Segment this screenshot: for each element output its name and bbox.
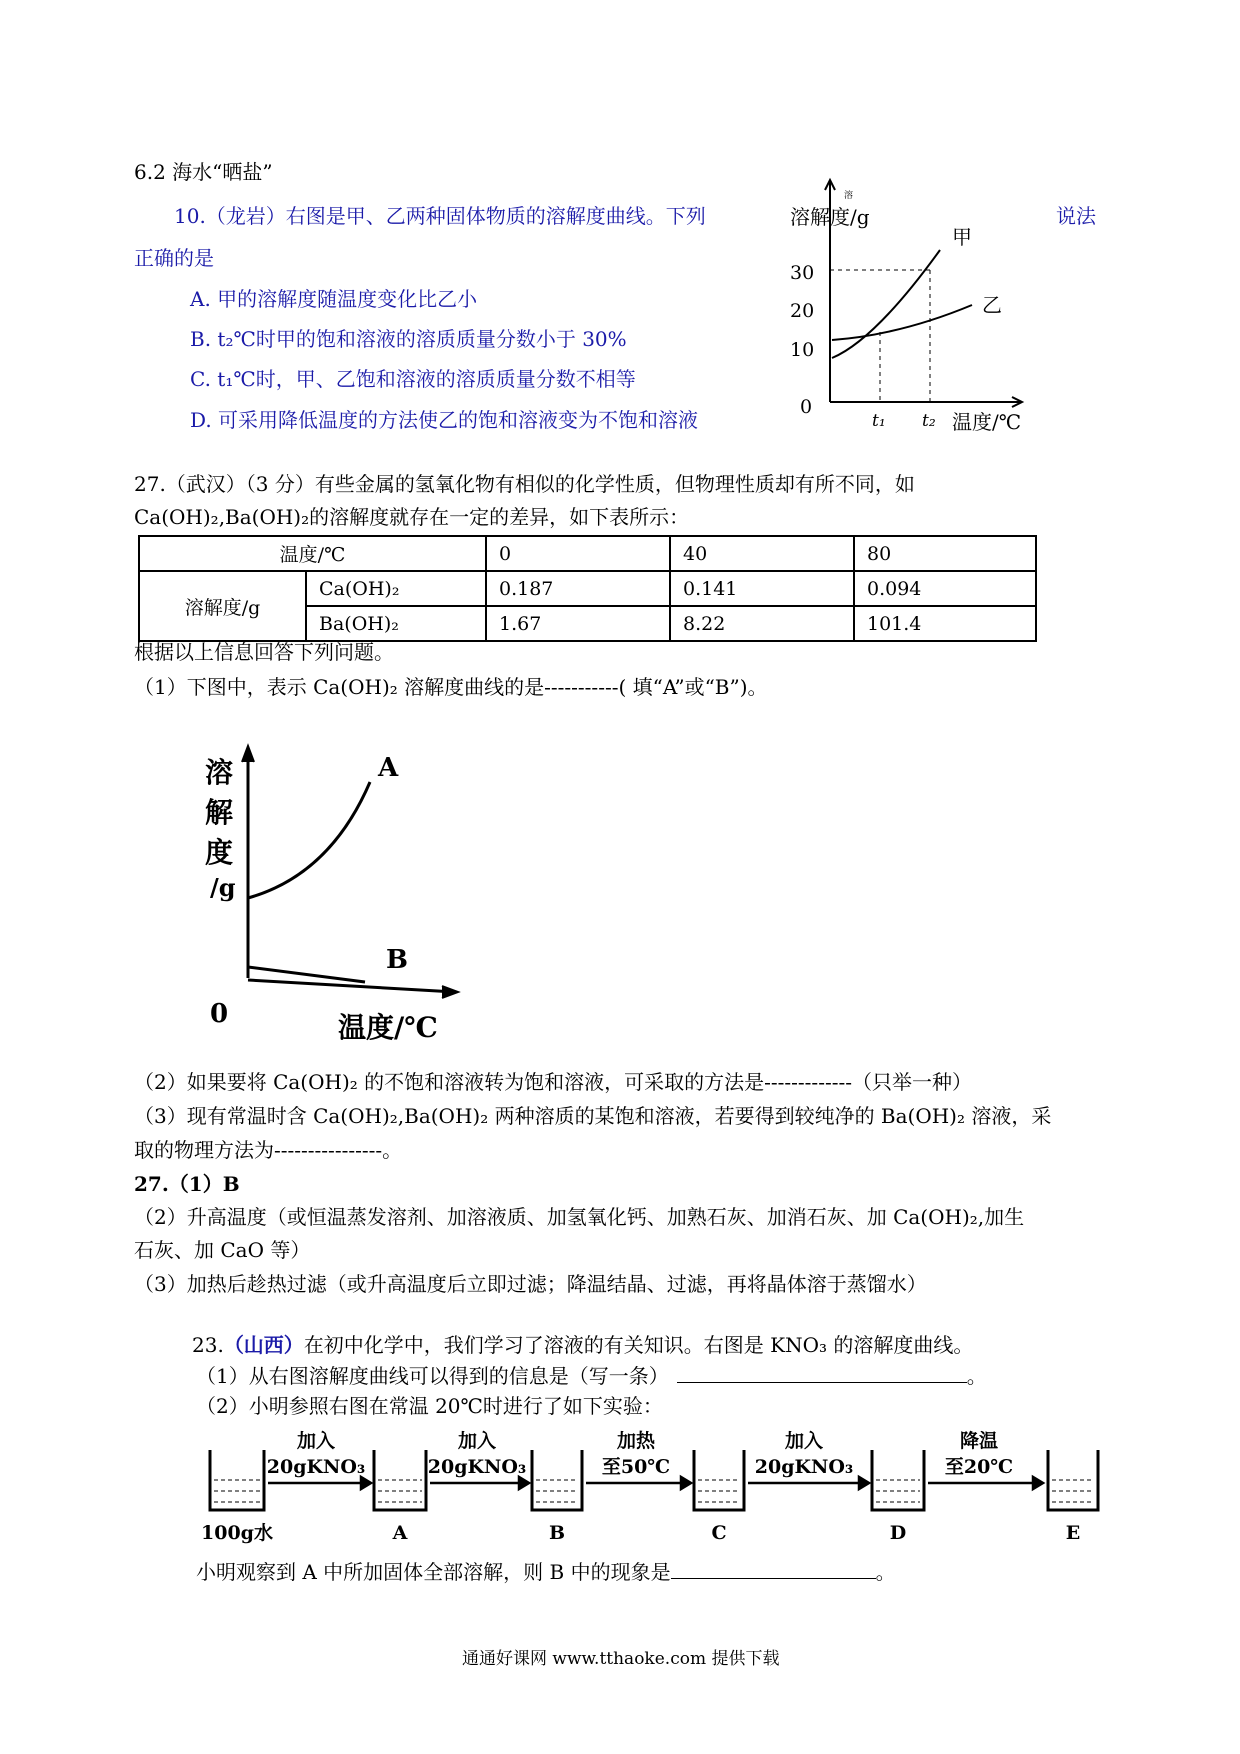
section-title: 6.2 海水“晒盐” [134, 160, 273, 184]
step-5-action: 降温 [959, 1430, 999, 1452]
beaker-a [374, 1450, 426, 1510]
beaker-label-water: 100g水 [201, 1522, 273, 1544]
beaker-label-b: B [548, 1522, 566, 1544]
ytick-10: 10 [790, 339, 815, 361]
step-2-action: 加入 [457, 1430, 497, 1452]
q27-sub2: （2）如果要将 Ca(OH)₂ 的不饱和溶液转为饱和溶液，可采取的方法是-------------（只举一种） [134, 1070, 972, 1094]
step-3-action: 加热 [616, 1430, 656, 1452]
q27-answer-title: 27.（1）B [134, 1172, 240, 1196]
q10-option-c: C. t₁℃时，甲、乙饱和溶液的溶质质量分数不相等 [190, 367, 636, 391]
xtick-t2: t₂ [922, 411, 936, 431]
q27-after-table: 根据以上信息回答下列问题。 [134, 640, 394, 664]
beaker-label-c: C [711, 1522, 727, 1544]
table-temp-0: 0 [486, 536, 670, 571]
q27-intro-line1: 27.（武汉）（3 分）有些金属的氢氧化物有相似的化学性质，但物理性质却有所不同，如 [134, 472, 915, 496]
beaker-label-e: E [1065, 1522, 1081, 1544]
series-yi: 乙 [982, 293, 1002, 317]
q10-option-b: B. t₂℃时甲的饱和溶液的溶质质量分数小于 30% [190, 327, 627, 351]
beaker-e [1048, 1450, 1098, 1510]
q23-title-text: 在初中化学中，我们学习了溶液的有关知识。右图是 KNO₃ 的溶解度曲线。 [303, 1333, 974, 1357]
beaker-c [694, 1450, 744, 1510]
answer-blank[interactable] [677, 1382, 967, 1383]
q10-option-d: D. 可采用降低温度的方法使乙的饱和溶液变为不饱和溶液 [190, 408, 699, 432]
label-b: B [386, 945, 408, 975]
step-5-detail: 至20℃ [944, 1456, 1014, 1478]
table-cell: 1.67 [486, 606, 670, 641]
beaker-label-a: A [392, 1522, 408, 1544]
x-axis [248, 980, 455, 992]
table-cell: 0.187 [486, 571, 670, 606]
origin-label: 0 [800, 396, 813, 418]
step-4-action: 加入 [784, 1430, 824, 1452]
q10-line1: 10.（龙岩）右图是甲、乙两种固体物质的溶解度曲线。下列 [174, 204, 706, 228]
answer-blank[interactable] [671, 1578, 876, 1579]
beaker-label-d: D [889, 1522, 907, 1544]
curve-yi [832, 305, 972, 340]
step-3-detail: 至50℃ [601, 1456, 671, 1478]
solubility-table [138, 535, 1037, 642]
q27-sub3-line1: （3）现有常温时含 Ca(OH)₂,Ba(OH)₂ 两种溶质的某饱和溶液，若要得到较纯净的 Ba(OH)₂ 溶液，采 [134, 1104, 1052, 1128]
x-axis-arrow [442, 986, 458, 998]
arrow-5-head [1033, 1477, 1043, 1489]
step-4-detail: 20gKNO₃ [754, 1456, 854, 1478]
y-axis-label: 溶解度/g [790, 205, 870, 229]
step-2-detail: 20gKNO₃ [427, 1456, 527, 1478]
q23-observe: 小明观察到 A 中所加固体全部溶解，则 B 中的现象是 。 [196, 1560, 896, 1584]
experiment-flow-diagram [196, 1425, 1116, 1545]
ytick-30: 30 [790, 262, 815, 284]
q27-intro-line2: Ca(OH)₂,Ba(OH)₂的溶解度就存在一定的差异，如下表所示： [134, 505, 690, 529]
y-axis-label-top: 溶 [844, 191, 854, 201]
q27-answer3: （3）加热后趁热过滤（或升高温度后立即过滤；降温结晶、过滤，再将晶体溶于蒸馏水） [134, 1272, 927, 1296]
q27-solubility-graph [190, 730, 510, 1045]
ylabel-char: /g [210, 873, 236, 902]
q27-sub1: （1）下图中，表示 Ca(OH)₂ 溶解度曲线的是-----------( 填“A”或“B”)。 [134, 675, 768, 699]
q27-answer2-line1: （2）升高温度（或恒温蒸发溶剂、加溶液质、加氢氧化钙、加熟石灰、加消石灰、加 Ca(OH)₂,加生 [134, 1205, 1025, 1229]
q10-solubility-graph [780, 150, 1070, 450]
table-row-header: 溶解度/g [139, 571, 306, 641]
table-temp-header: 温度/℃ [139, 536, 486, 571]
step-1-action: 加入 [296, 1430, 336, 1452]
series-jia: 甲 [952, 225, 972, 249]
step-1-detail: 20gKNO₃ [266, 1456, 366, 1478]
page-footer: 通通好课网 www.tthaoke.com 提供下载 [462, 1649, 780, 1669]
beaker-water [210, 1450, 264, 1510]
table-cell: 0.141 [670, 571, 854, 606]
origin-label: 0 [210, 999, 229, 1029]
q10-line1-end: 说法 [1056, 204, 1096, 228]
ylabel-char: 溶 [205, 756, 234, 789]
y-axis-arrow [242, 746, 254, 762]
x-axis-label: 温度/℃ [338, 1011, 438, 1044]
curve-jia [832, 250, 940, 358]
label-a: A [378, 753, 399, 783]
arrow-1-head [361, 1477, 371, 1489]
x-axis-label: 温度/℃ [952, 410, 1022, 434]
table-cell: 101.4 [854, 606, 1036, 641]
table-row-label: Ca(OH)₂ [306, 571, 486, 606]
q23-source: （山西） [223, 1333, 304, 1357]
q23-number: 23. [192, 1333, 224, 1357]
beaker-b [532, 1450, 582, 1510]
ytick-20: 20 [790, 300, 815, 322]
q10-option-a: A. 甲的溶解度随温度变化比乙小 [190, 287, 478, 311]
ylabel-char: 度 [205, 836, 234, 869]
ylabel-char: 解 [205, 796, 234, 829]
q27-sub3-line2: 取的物理方法为----------------。 [134, 1138, 403, 1162]
curve-a [248, 782, 370, 898]
q23-title [192, 1333, 973, 1357]
beaker-d [872, 1450, 924, 1510]
arrow-3-head [681, 1477, 691, 1489]
table-temp-40: 40 [670, 536, 854, 571]
arrow-2-head [519, 1477, 529, 1489]
arrow-4-head [859, 1477, 869, 1489]
q23-sub2: （2）小明参照右图在常温 20℃时进行了如下实验： [196, 1394, 663, 1418]
table-cell: 8.22 [670, 606, 854, 641]
table-row-label: Ba(OH)₂ [306, 606, 486, 641]
q10-line2: 正确的是 [134, 246, 214, 270]
q27-answer2-line2: 石灰、加 CaO 等） [134, 1238, 311, 1262]
xtick-t1: t₁ [872, 411, 886, 431]
q23-sub1: （1）从右图溶解度曲线可以得到的信息是（写一条） 。 [196, 1364, 987, 1388]
table-cell: 0.094 [854, 571, 1036, 606]
table-temp-80: 80 [854, 536, 1036, 571]
